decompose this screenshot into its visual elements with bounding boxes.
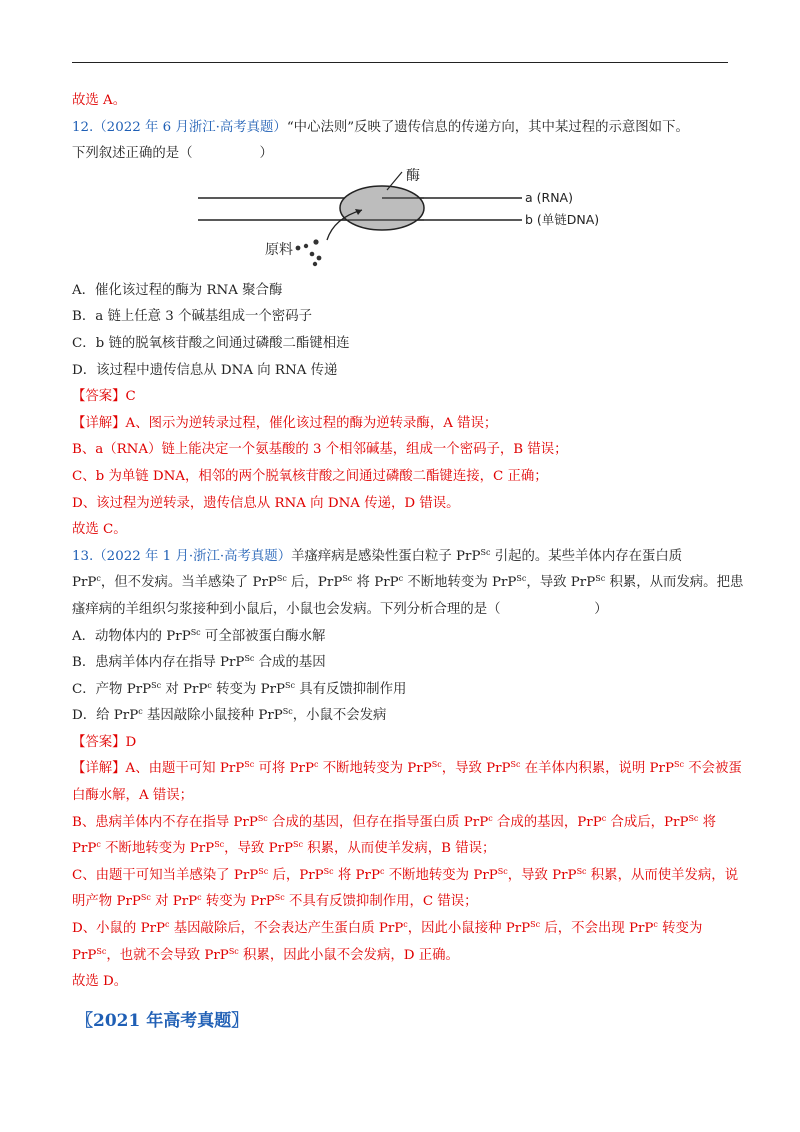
q13-explain-c-line2 bbox=[72, 889, 732, 916]
sc-superscript: Sc bbox=[530, 920, 541, 930]
q13-text: 将 bbox=[352, 575, 375, 591]
q13-option-a bbox=[72, 624, 732, 651]
strand-a-label: a (RNA) bbox=[525, 189, 573, 205]
q13-text: 合成的基因， bbox=[492, 814, 578, 830]
q12-explain-a: 【详解】A、图示为逆转录过程，催化该过程的酶为逆转录酶，A 错误； bbox=[72, 415, 498, 431]
c-superscript: c bbox=[207, 680, 212, 690]
document-body bbox=[72, 88, 744, 996]
q13-text: 后， bbox=[268, 867, 300, 883]
sc-superscript: Sc bbox=[140, 893, 151, 903]
prp-term: PrP bbox=[182, 681, 208, 697]
q13-option-b bbox=[72, 650, 732, 677]
sc-superscript: Sc bbox=[96, 946, 107, 956]
prp-term: PrP bbox=[456, 548, 481, 564]
q13-text: 具有反馈抑制作用 bbox=[294, 681, 407, 697]
nucleotide-dot bbox=[304, 244, 308, 248]
q13-explain-d-line2 bbox=[72, 943, 732, 970]
c-superscript: c bbox=[379, 866, 385, 876]
c-superscript: c bbox=[653, 920, 658, 930]
q13-explain-a-line1 bbox=[72, 756, 742, 783]
prp-term: PrP bbox=[505, 921, 531, 937]
q12-option-c: C．b 链的脱氧核苷酸之间通过磷酸二酯键相连 bbox=[72, 335, 350, 351]
q13-text: 将 bbox=[698, 814, 717, 830]
prp-term: PrP bbox=[233, 814, 258, 830]
q12-answer: 【答案】C bbox=[72, 389, 136, 405]
q13-text: 积累，从而使羊发病，说 bbox=[586, 867, 739, 883]
c-superscript: c bbox=[164, 920, 170, 930]
q13-explain-c-line1 bbox=[72, 863, 739, 890]
sc-superscript: Sc bbox=[323, 866, 334, 876]
q13-text: 不断地转变为 bbox=[403, 575, 492, 591]
prp-term: PrP bbox=[570, 575, 596, 591]
q13-explain-a-line2: 白酶水解，A 错误； bbox=[72, 788, 194, 804]
c-superscript: c bbox=[138, 707, 143, 717]
q12-explain-d: D、该过程为逆转录，遗传信息从 RNA 向 DNA 传递，D 错误。 bbox=[72, 495, 460, 511]
sc-superscript: Sc bbox=[497, 866, 508, 876]
nucleotide-dot bbox=[313, 239, 318, 244]
sc-superscript: Sc bbox=[257, 813, 268, 823]
prp-term: PrP bbox=[374, 575, 399, 591]
q13-text: ，但不发病。当羊感染了 bbox=[100, 575, 253, 591]
sc-superscript: Sc bbox=[595, 574, 606, 584]
q12-stem-text: “中心法则”反映了遗传信息的传递方向，其中某过程的示意图如下。 bbox=[286, 119, 689, 135]
header-rule bbox=[72, 62, 728, 63]
sc-superscript: Sc bbox=[293, 840, 303, 850]
prp-term: PrP bbox=[378, 921, 404, 937]
prp-term: PrP bbox=[407, 761, 432, 777]
sc-superscript: Sc bbox=[282, 707, 293, 717]
q13-text: 不具有反馈抑制作用，C 错误； bbox=[284, 894, 478, 910]
q13-text: 对 bbox=[161, 681, 183, 697]
raw-material-label: 原料 bbox=[265, 241, 293, 258]
prp-term: PrP bbox=[166, 628, 191, 644]
c-superscript: c bbox=[488, 813, 493, 823]
prp-term: PrP bbox=[577, 814, 602, 830]
prp-term: PrP bbox=[219, 761, 245, 777]
enzyme-ellipse bbox=[340, 186, 424, 230]
prp-term: PrP bbox=[72, 575, 97, 591]
strand-b-label: b (单链DNA) bbox=[525, 211, 600, 227]
prp-term: PrP bbox=[355, 867, 380, 883]
q13-text: 不断地转变为 bbox=[384, 867, 474, 883]
nucleotide-dot bbox=[296, 245, 301, 250]
q13-text: 后，不会出现 bbox=[540, 921, 629, 937]
sc-superscript: Sc bbox=[244, 760, 255, 770]
c-superscript: c bbox=[403, 920, 408, 930]
sc-superscript: Sc bbox=[258, 866, 269, 876]
sc-superscript: Sc bbox=[274, 893, 285, 903]
sc-superscript: Sc bbox=[228, 946, 239, 956]
q12-option-b: B．a 链上任意 3 个碱基组成一个密码子 bbox=[72, 309, 312, 325]
prp-term: PrP bbox=[552, 867, 577, 883]
q13-text: 不断地转变为 bbox=[318, 761, 408, 777]
q13-text: 不断地转变为 bbox=[100, 841, 190, 857]
prp-term: PrP bbox=[116, 894, 141, 910]
prp-term: PrP bbox=[72, 947, 97, 963]
reverse-transcription-diagram bbox=[72, 168, 732, 278]
nucleotide-dot bbox=[317, 255, 322, 260]
q13-text: 积累，因此小鼠不会发病，D 正确。 bbox=[238, 947, 459, 963]
q13-number: 13. bbox=[72, 548, 94, 564]
c-superscript: c bbox=[197, 893, 202, 903]
q13-text: 羊瘙痒病是感染性蛋白粒子 bbox=[291, 548, 457, 564]
prp-term: PrP bbox=[317, 575, 343, 591]
prp-term: PrP bbox=[172, 894, 198, 910]
c-superscript: c bbox=[96, 840, 101, 850]
q13-text: ，导致 bbox=[441, 761, 487, 777]
q13-text: 基因敲除小鼠接种 bbox=[142, 708, 259, 724]
q13-source: （2022 年 1 月·浙江·高考真题） bbox=[93, 548, 292, 564]
diagram-svg bbox=[72, 168, 732, 278]
q13-text: C．产物 bbox=[72, 681, 127, 697]
prp-term: PrP bbox=[268, 841, 294, 857]
q13-text: B、患病羊体内不存在指导 bbox=[72, 814, 234, 830]
c-superscript: c bbox=[601, 813, 607, 823]
q13-text: 积累，从而使羊发病，B 错误； bbox=[302, 841, 496, 857]
q12-stem-line1 bbox=[72, 115, 732, 142]
q13-text: A．动物体内的 bbox=[72, 628, 167, 644]
q13-text: 积累，从而发病。把患 bbox=[605, 575, 744, 591]
q13-text: 合成的基因，但存在指导蛋白质 bbox=[267, 814, 464, 830]
nucleotide-dot bbox=[313, 262, 317, 266]
prp-term: PrP bbox=[491, 575, 517, 591]
prp-term: PrP bbox=[140, 921, 165, 937]
prp-term: PrP bbox=[260, 681, 285, 697]
sc-superscript: Sc bbox=[342, 574, 353, 584]
q12-number: 12. bbox=[72, 119, 94, 135]
q13-text: 合成后， bbox=[606, 814, 665, 830]
prp-term: PrP bbox=[72, 841, 97, 857]
q13-text: 不会被蛋 bbox=[683, 761, 742, 777]
q13-explain-b-line1 bbox=[72, 810, 732, 837]
section-title: 〖2021 年高考真题〗 bbox=[76, 1011, 249, 1031]
q13-explain-d-line1 bbox=[72, 916, 732, 943]
q13-answer: 【答案】D bbox=[72, 734, 137, 750]
sc-superscript: Sc bbox=[673, 760, 684, 770]
q13-conclusion: 故选 D。 bbox=[72, 974, 128, 990]
q13-text: D、小鼠的 bbox=[72, 921, 141, 937]
q13-text: 明产物 bbox=[72, 894, 117, 910]
q11-conclusion: 故选 A。 bbox=[72, 93, 127, 108]
q13-text: B．患病羊体内存在指导 bbox=[72, 655, 221, 671]
prp-term: PrP bbox=[299, 867, 324, 883]
q13-text: C、由题干可知当羊感染了 bbox=[72, 867, 234, 883]
q13-text: ，导致 bbox=[526, 575, 571, 591]
q13-option-c bbox=[72, 677, 732, 704]
q13-text: 转变为 bbox=[657, 921, 703, 937]
prp-term: PrP bbox=[664, 814, 689, 830]
q13-text: 后， bbox=[286, 575, 318, 591]
q13-option-d bbox=[72, 703, 732, 730]
q13-text: 对 bbox=[150, 894, 173, 910]
prp-term: PrP bbox=[629, 921, 654, 937]
q13-stem-line1 bbox=[72, 544, 732, 571]
q13-text: ，因此小鼠接种 bbox=[407, 921, 506, 937]
sc-superscript: Sc bbox=[244, 654, 255, 664]
prp-term: PrP bbox=[463, 814, 489, 830]
prp-term: PrP bbox=[250, 894, 275, 910]
q12-conclusion: 故选 C。 bbox=[72, 522, 127, 538]
prp-term: PrP bbox=[189, 841, 215, 857]
q12-stem-line2: 下列叙述正确的是（ ） bbox=[72, 146, 273, 162]
sc-superscript: Sc bbox=[480, 547, 491, 557]
q13-text: 将 bbox=[333, 867, 356, 883]
sc-superscript: Sc bbox=[214, 840, 225, 850]
sc-superscript: Sc bbox=[510, 760, 521, 770]
q13-stem-line3: 瘙痒病的羊组织匀浆接种到小鼠后，小鼠也会发病。下列分析合理的是（ ） bbox=[72, 601, 608, 617]
sc-superscript: Sc bbox=[576, 866, 587, 876]
prp-term: PrP bbox=[252, 575, 277, 591]
prp-term: PrP bbox=[126, 681, 152, 697]
prp-term: PrP bbox=[220, 655, 245, 671]
q13-stem-line2 bbox=[72, 570, 744, 597]
sc-superscript: Sc bbox=[151, 680, 162, 690]
q12-option-d: D．该过程中遗传信息从 DNA 向 RNA 传递 bbox=[72, 362, 338, 378]
enzyme-label: 酶 bbox=[406, 167, 420, 184]
q13-text: 引起的。某些羊体内存在蛋白质 bbox=[490, 548, 683, 564]
prp-term: PrP bbox=[649, 761, 674, 777]
q13-text: 转变为 bbox=[211, 681, 261, 697]
sc-superscript: Sc bbox=[688, 813, 699, 823]
prp-term: PrP bbox=[204, 947, 229, 963]
prp-term: PrP bbox=[486, 761, 511, 777]
q13-text: ，小鼠不会发病 bbox=[292, 708, 387, 724]
q13-text: 转变为 bbox=[201, 894, 251, 910]
c-superscript: c bbox=[398, 574, 404, 584]
sc-superscript: Sc bbox=[431, 760, 442, 770]
q12-source: （2022 年 6 月浙江·高考真题） bbox=[93, 119, 287, 135]
c-superscript: c bbox=[96, 574, 101, 584]
sc-superscript: Sc bbox=[190, 627, 201, 637]
prp-term: PrP bbox=[289, 761, 314, 777]
sc-superscript: Sc bbox=[285, 680, 295, 690]
prp-term: PrP bbox=[258, 708, 283, 724]
q12-option-a: A．催化该过程的酶为 RNA 聚合酶 bbox=[72, 282, 283, 298]
q13-text: 在羊体内积累，说明 bbox=[520, 761, 650, 777]
q13-text: 基因敲除后，不会表达产生蛋白质 bbox=[169, 921, 379, 937]
c-superscript: c bbox=[313, 760, 319, 770]
q13-text: 可全部被蛋白酶水解 bbox=[200, 628, 326, 644]
sc-superscript: Sc bbox=[276, 574, 287, 584]
sc-superscript: Sc bbox=[516, 574, 527, 584]
q13-text: D．给 bbox=[72, 708, 114, 724]
q13-text: ，也就不会导致 bbox=[106, 947, 205, 963]
q12-explain-c: C、b 为单链 DNA，相邻的两个脱氧核苷酸之间通过磷酸二酯键连接，C 正确； bbox=[72, 468, 548, 484]
q13-explain-b-line2 bbox=[72, 836, 732, 863]
prp-term: PrP bbox=[113, 708, 139, 724]
q13-text: ，导致 bbox=[224, 841, 269, 857]
q13-text: 合成的基因 bbox=[254, 655, 326, 671]
prp-term: PrP bbox=[233, 867, 259, 883]
prp-term: PrP bbox=[473, 867, 498, 883]
q13-text: ，导致 bbox=[507, 867, 553, 883]
nucleotide-dot bbox=[310, 251, 315, 256]
q13-text: 可将 bbox=[254, 761, 290, 777]
q12-explain-b: B、a（RNA）链上能决定一个氨基酸的 3 个相邻碱基，组成一个密码子，B 错误； bbox=[72, 442, 568, 458]
q13-text: 【详解】A、由题干可知 bbox=[72, 761, 220, 777]
